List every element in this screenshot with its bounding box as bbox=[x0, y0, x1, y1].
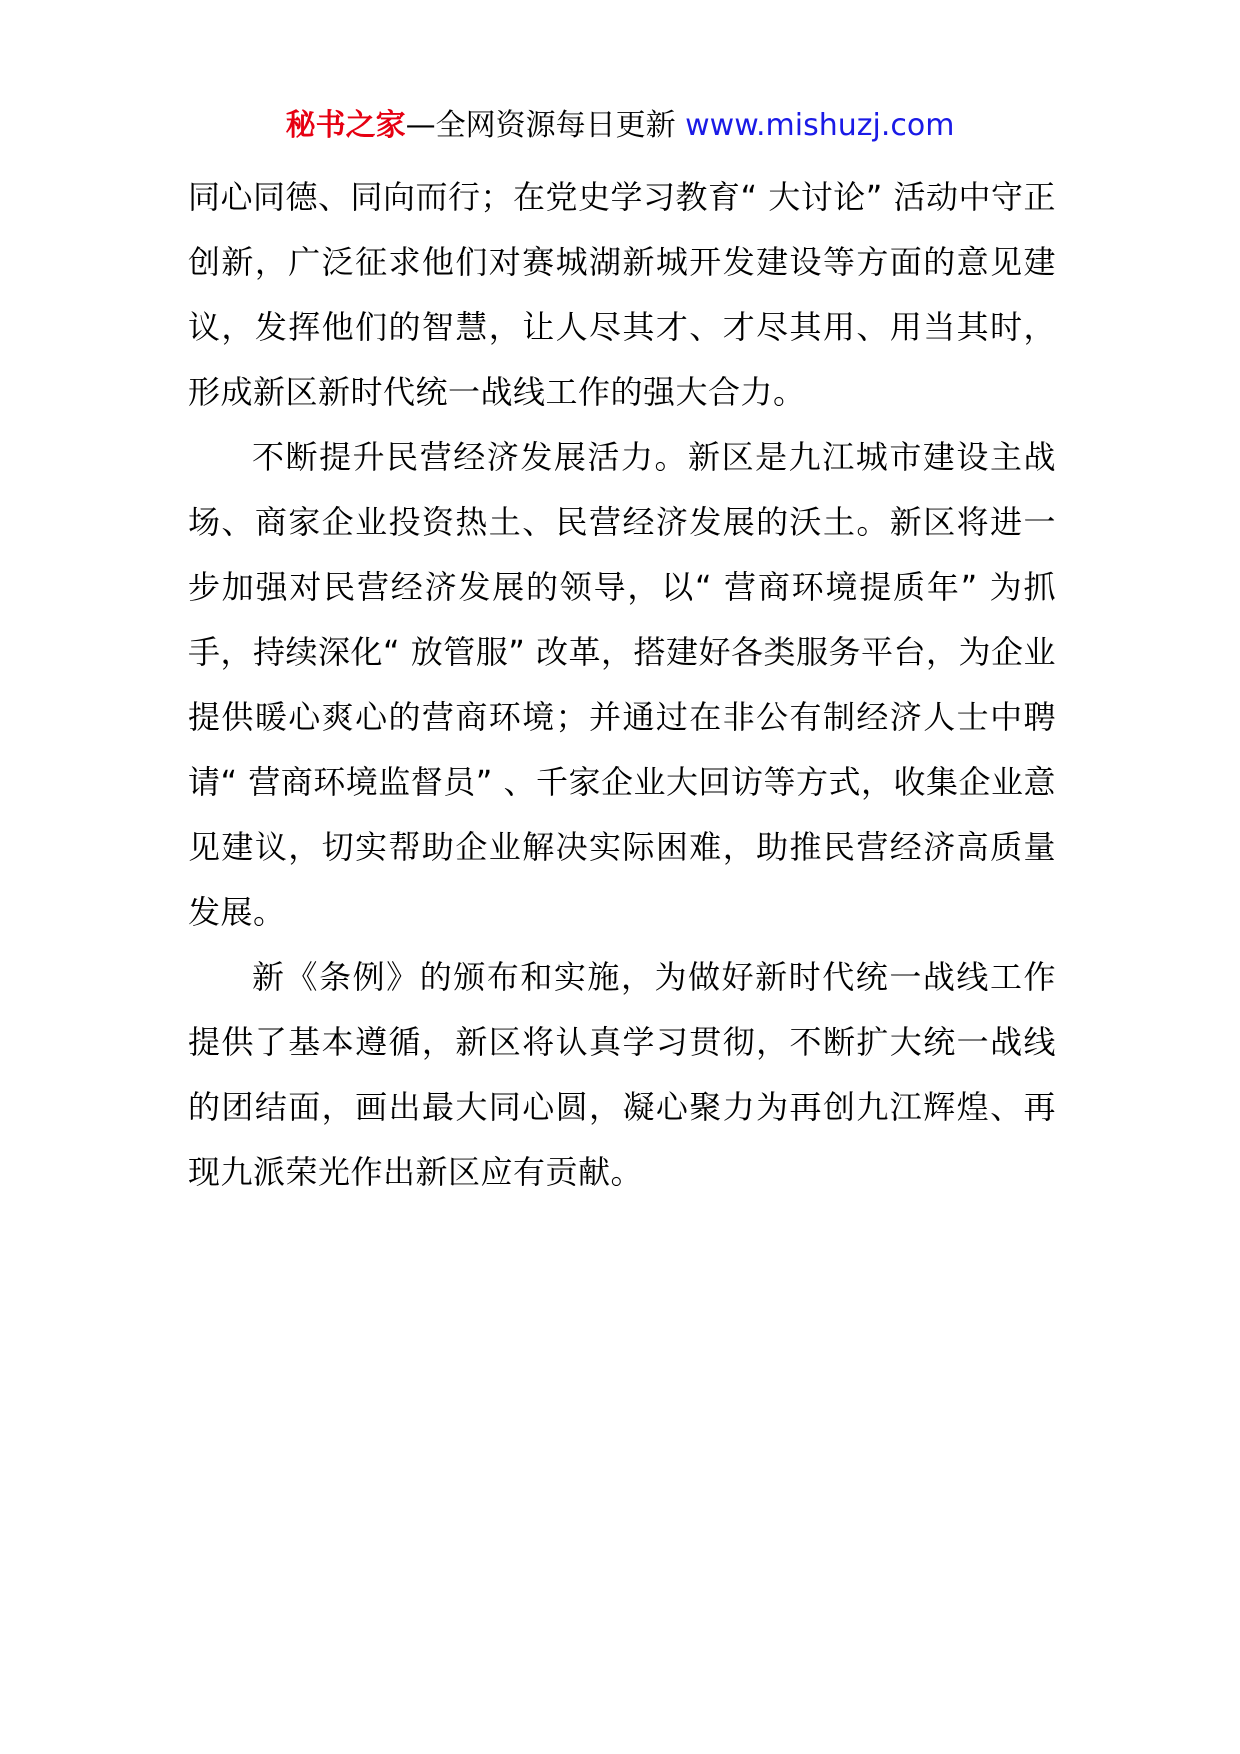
header-slogan: —全网资源每日更新 bbox=[405, 108, 686, 143]
page-header bbox=[0, 104, 1240, 148]
paragraph-private-economy: 不断提升民营经济发展活力。新区是九江城市建设主战场、商家企业投资热土、民营经济发展的沃土。新区将进一步加强对民营经济发展的领导，以“ 营商环境提质年” 为抓手，持续深化“ 放管服” 改革，搭建好各类服务平台，为企业提供暖心爽心的营商环境；并通过在非公有制经济人士中聘请“ 营商环境监督员” 、千家企业大回访等方式，收集企业意见建议，切实帮助企业解决实际困难，助推民营经济高质量发展。 bbox=[188, 438, 1057, 931]
paragraph-regulation: 新《条例》的颁布和实施，为做好新时代统一战线工作提供了基本遵循，新区将认真学习贯彻，不断扩大统一战线的团结面，画出最大同心圆，凝心聚力为再创九江辉煌、再现九派荣光作出新区应有贡献。 bbox=[188, 958, 1056, 1191]
website-link[interactable]: www.mishuzj.com bbox=[685, 108, 955, 143]
document-body bbox=[188, 165, 1056, 1205]
brand-name: 秘书之家 bbox=[285, 108, 406, 143]
paragraph-continuation: 同心同德、同向而行；在党史学习教育“ 大讨论” 活动中守正创新，广泛征求他们对赛城湖新城开发建设等方面的意见建议，发挥他们的智慧，让人尽其才、才尽其用、用当其时，形成新区新时代统一战线工作的强大合力。 bbox=[188, 178, 1057, 411]
